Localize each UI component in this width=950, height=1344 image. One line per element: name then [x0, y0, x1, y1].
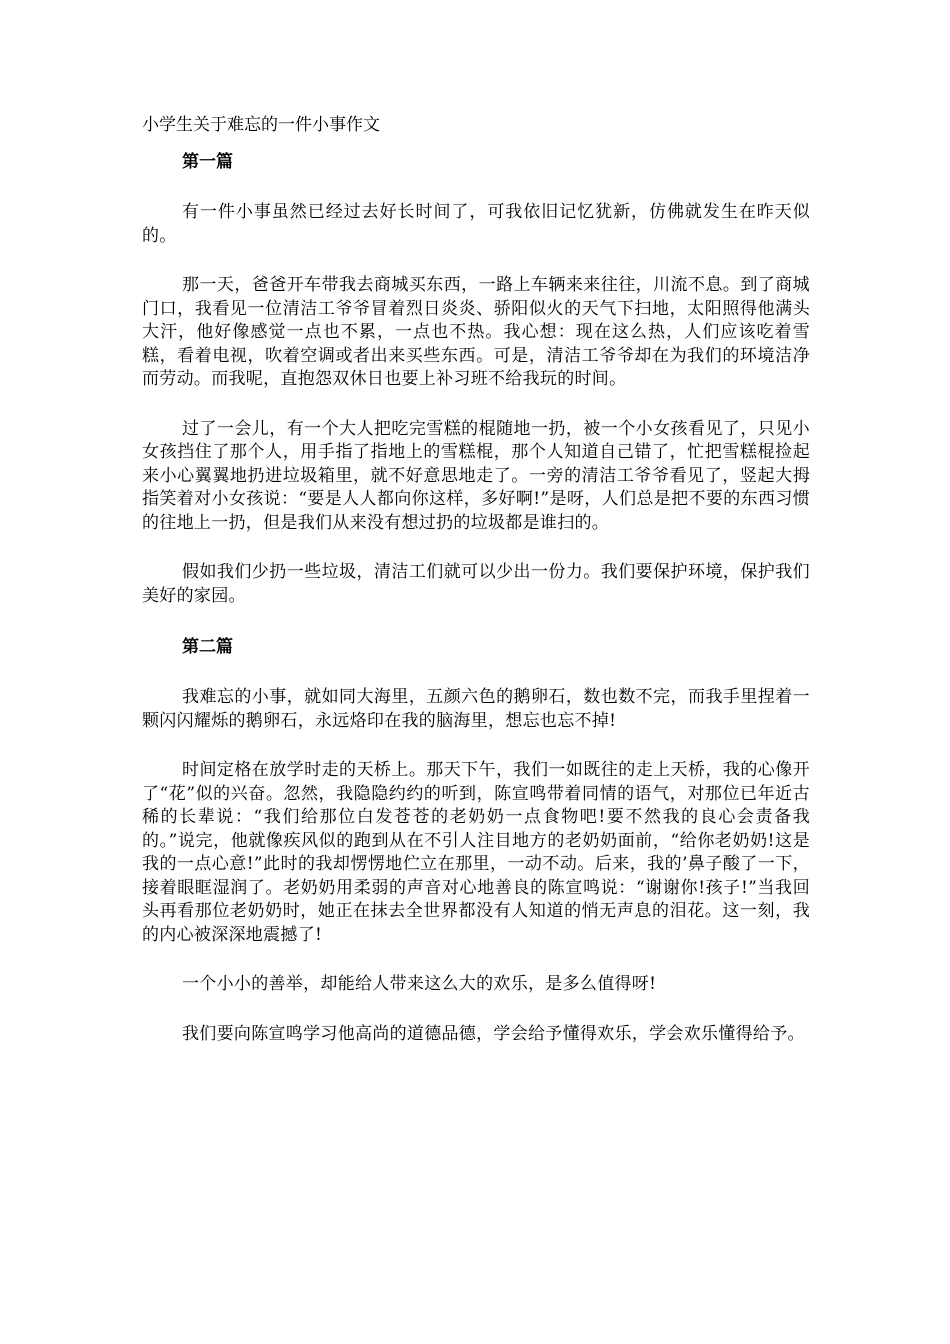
paragraph: 假如我们少扔一些垃圾，清洁工们就可以少出一份力。我们要保护环境，保护我们美好的家园。	[142, 562, 810, 606]
section-1	[142, 149, 810, 608]
document-page	[142, 112, 810, 1072]
section-2	[142, 634, 810, 1046]
paragraph: 一个小小的善举，却能给人带来这么大的欢乐，是多么值得呀!	[182, 974, 657, 994]
paragraph: 时间定格在放学时走的天桥上。那天下午，我们一如既往的走上天桥，我的心像开了“花”似的兴奋。忽然，我隐隐约约的听到，陈宣鸣带着同情的语气，对那位已年近古稀的长辈说：“我们给那位白发苍苍的老奶奶一点食物吧!要不然我的良心会责备我的。”说完，他就像疾风似的跑到从在不引人注目地方的老奶奶面前，“给你老奶奶!这是我的一点心意!”此时的我却愣愣地伫立在那里，一动不动。后来，我的’鼻子酸了一下，接着眼眶湿润了。老奶奶用柔弱的声音对心地善良的陈宣鸣说：“谢谢你!孩子!”当我回头再看那位老奶奶时，她正在抹去全世界都没有人知道的悄无声息的泪花。这一刻，我的内心被深深地震撼了!	[142, 760, 810, 945]
paragraph: 我难忘的小事，就如同大海里，五颜六色的鹅卵石，数也数不完，而我手里捏着一颗闪闪耀烁的鹅卵石，永远烙印在我的脑海里，想忘也忘不掉!	[142, 687, 810, 731]
paragraph: 有一件小事虽然已经过去好长时间了，可我依旧记忆犹新，仿佛就发生在昨天似的。	[142, 202, 810, 246]
paragraph: 过了一会儿，有一个大人把吃完雪糕的棍随地一扔，被一个小女孩看见了，只见小女孩挡住了那个人，用手指了指地上的雪糕棍，那个人知道自己错了，忙把雪糕棍捡起来小心翼翼地扔进垃圾箱里，就不好意思地走了。一旁的清洁工爷爷看见了，竖起大拇指笑着对小女孩说：“要是人人都向你这样，多好啊!”是呀，人们总是把不要的东西习惯的往地上一扔，但是我们从来没有想过扔的垃圾都是谁扫的。	[142, 418, 810, 533]
paragraph: 那一天，爸爸开车带我去商城买东西，一路上车辆来来往往，川流不息。到了商城门口，我看见一位清洁工爷爷冒着烈日炎炎、骄阳似火的天气下扫地，太阳照得他满头大汗，他好像感觉一点也不累，一点也不热。我心想：现在这么热，人们应该吃着雪糕，看着电视，吹着空调或者出来买些东西。可是，清洁工爷爷却在为我们的环境洁净而劳动。而我呢，直抱怨双休日也要上补习班不给我玩的时间。	[142, 275, 810, 389]
paragraph: 我们要向陈宣鸣学习他高尚的道德品德，学会给予懂得欢乐，学会欢乐懂得给予。	[182, 1023, 805, 1044]
document-title: 小学生关于难忘的一件小事作文	[142, 115, 380, 135]
section-heading: 第二篇	[182, 637, 233, 657]
section-heading: 第一篇	[182, 152, 233, 172]
